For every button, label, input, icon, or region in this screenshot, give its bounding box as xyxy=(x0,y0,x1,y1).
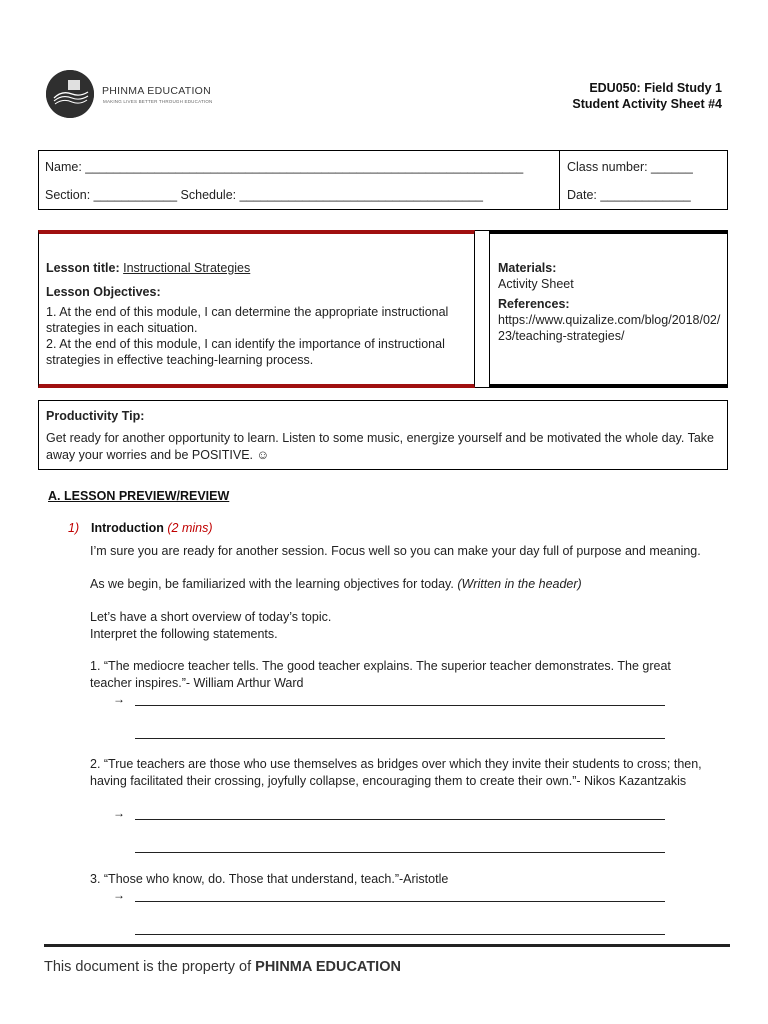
intro-paragraph-2-italic: (Written in the header) xyxy=(457,577,582,591)
footer-brand: PHINMA EDUCATION xyxy=(255,959,401,975)
name-field[interactable]: Name: _______________________________________________________________ xyxy=(45,160,524,174)
info-divider xyxy=(559,151,560,209)
lesson-objectives-label: Lesson Objectives: xyxy=(46,285,161,299)
arrow-icon: → xyxy=(113,692,125,706)
references-label: References: xyxy=(498,297,570,311)
answer-3-line-1[interactable] xyxy=(113,888,673,906)
lesson-title-row xyxy=(46,260,466,276)
intro-paragraph-1: I’m sure you are ready for another session. Focus well so you can make your day full of purpose and meaning. xyxy=(90,544,701,558)
answer-2-line-2[interactable] xyxy=(135,852,665,853)
answer-1-line-1[interactable] xyxy=(113,692,673,710)
footer-prefix: This document is the property of xyxy=(44,959,256,975)
productivity-content xyxy=(46,408,726,464)
logo-name: PHINMA EDUCATION xyxy=(102,85,212,97)
arrow-icon: → xyxy=(113,888,125,902)
logo-emblem-icon xyxy=(46,70,94,118)
answer-1-line-2[interactable] xyxy=(135,738,665,739)
lesson-objective-1: 1. At the end of this module, I can determine the appropriate instructional strategies in each situation. xyxy=(46,305,449,335)
section-a-title: A. LESSON PREVIEW/REVIEW xyxy=(48,489,230,503)
answer-blank[interactable] xyxy=(135,705,665,706)
productivity-label: Productivity Tip: xyxy=(46,409,145,423)
answer-3-line-2[interactable] xyxy=(135,934,665,935)
logo-tagline: MAKING LIVES BETTER THROUGH EDUCATION xyxy=(103,99,213,104)
answer-2-line-1[interactable] xyxy=(113,806,673,824)
materials-box xyxy=(489,230,728,388)
lesson-content xyxy=(46,260,466,368)
section-schedule-field[interactable]: Section: ____________ Schedule: ___________________________________ xyxy=(45,188,483,202)
intro-paragraph-2-text: As we begin, be familiarized with the learning objectives for today. xyxy=(90,577,454,591)
intro-number: 1) xyxy=(68,521,80,535)
lesson-title-value: Instructional Strategies xyxy=(123,261,251,275)
intro-time: (2 mins) xyxy=(167,521,213,535)
lesson-box xyxy=(38,230,475,388)
footer-text xyxy=(44,959,401,975)
answer-blank[interactable] xyxy=(135,819,665,820)
materials-content xyxy=(498,260,723,344)
intro-paragraph-2 xyxy=(90,576,710,593)
productivity-text: Get ready for another opportunity to learn. Listen to some music, energize yourself and be motivated the whole day. Take away your worries and be POSITIVE. ☺ xyxy=(46,431,714,462)
quote-2: 2. “True teachers are those who use themselves as bridges over which they invite their students to cross; then, having facilitated their crossing, joyfully collapse, encouraging them to create their own.”- Nikos Kazantzakis xyxy=(90,757,702,788)
lesson-spacer xyxy=(475,230,489,388)
document-title xyxy=(572,80,722,112)
productivity-tip-box xyxy=(38,400,728,470)
intro-paragraph-3: Let’s have a short overview of today’s topic. xyxy=(90,610,332,624)
phinma-logo xyxy=(46,68,216,122)
intro-heading xyxy=(91,521,213,535)
footer-rule xyxy=(44,944,730,947)
course-title: EDU050: Field Study 1 xyxy=(589,81,722,95)
answer-blank[interactable] xyxy=(135,901,665,902)
class-number-field[interactable]: Class number: ______ xyxy=(567,160,693,174)
intro-paragraph-4: Interpret the following statements. xyxy=(90,627,278,641)
materials-label: Materials: xyxy=(498,261,557,275)
lesson-objective-2: 2. At the end of this module, I can identify the importance of instructional strategies in effective teaching-learning process. xyxy=(46,337,445,367)
date-field[interactable]: Date: _____________ xyxy=(567,188,691,202)
sheet-title: Student Activity Sheet #4 xyxy=(572,97,722,111)
quote-1: 1. “The mediocre teacher tells. The good teacher explains. The superior teacher demonstrates. The great teacher inspires.”- William Arthur Ward xyxy=(90,659,671,690)
materials-value: Activity Sheet xyxy=(498,277,574,291)
student-info-box xyxy=(38,150,728,210)
arrow-icon: → xyxy=(113,806,125,820)
intro-label: Introduction xyxy=(91,521,164,535)
references-link[interactable]: https://www.quizalize.com/blog/2018/02/23/teaching-strategies/ xyxy=(498,313,721,343)
lesson-title-label: Lesson title: xyxy=(46,261,120,275)
quote-3: 3. “Those who know, do. Those that understand, teach.”-Aristotle xyxy=(90,872,449,886)
